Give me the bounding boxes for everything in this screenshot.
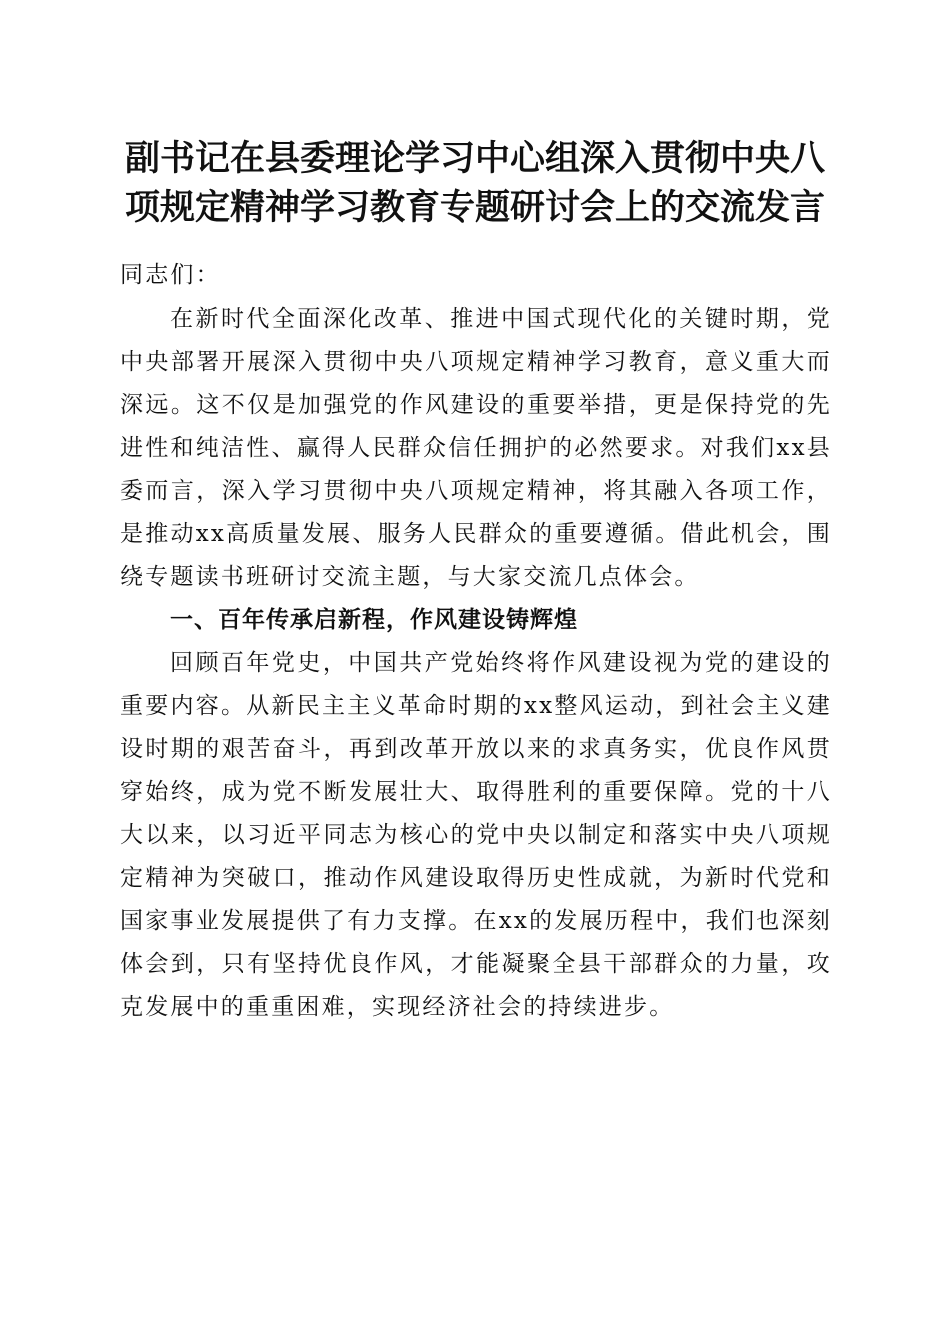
intro-paragraph: 在新时代全面深化改革、推进中国式现代化的关键时期，党中央部署开展深入贯彻中央八项规定精神学习教育，意义重大而深远。这不仅是加强党的作风建设的重要举措，更是保持党的先进性和纯洁性、赢得人民群众信任拥护的必然要求。对我们xx县委而言，深入学习贯彻中央八项规定精神，将其融入各项工作，是推动xx高质量发展、服务人民群众的重要遵循。借此机会，围绕专题读书班研讨交流主题，与大家交流几点体会。 [120, 306, 832, 590]
section-heading: 一、百年传承启新程，作风建设铸辉煌 [170, 607, 578, 633]
section-paragraph: 回顾百年党史，中国共产党始终将作风建设视为党的建设的重要内容。从新民主主义革命时期的xx整风运动，到社会主义建设时期的艰苦奋斗，再到改革开放以来的求真务实，优良作风贯穿始终，成为党不断发展壮大、取得胜利的重要保障。党的十八大以来，以习近平同志为核心的党中央以制定和落实中央八项规定精神为突破口，推动作风建设取得历史性成就，为新时代党和国家事业发展提供了有力支撑。在xx的发展历程中，我们也深刻体会到，只有坚持优良作风，才能凝聚全县干部群众的力量，攻克发展中的重重困难，实现经济社会的持续进步。 [120, 650, 832, 1020]
document-title: 副书记在县委理论学习中心组深入贯彻中央八项规定精神学习教育专题研讨会上的交流发言 [124, 138, 825, 228]
document-body [120, 254, 832, 1029]
salutation: 同志们： [120, 262, 221, 288]
